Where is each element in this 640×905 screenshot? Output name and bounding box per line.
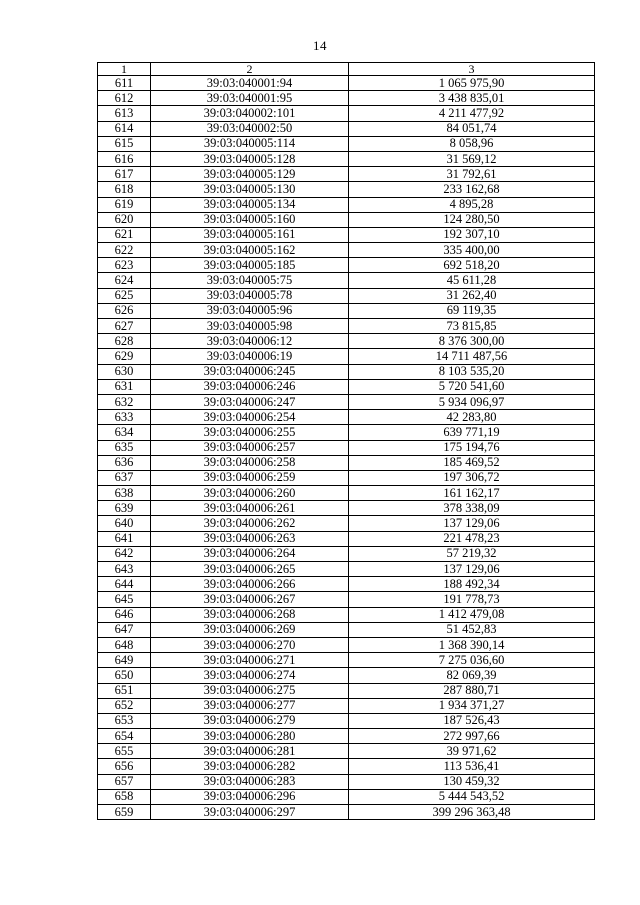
table-row <box>98 501 595 516</box>
cadastral-number-cell: 39:03:040005:134 <box>151 197 349 212</box>
value-cell: 39 971,62 <box>349 744 595 759</box>
table-row <box>98 789 595 804</box>
table-row <box>98 759 595 774</box>
value-cell: 1 934 371,27 <box>349 698 595 713</box>
table-row <box>98 243 595 258</box>
value-cell: 113 536,41 <box>349 759 595 774</box>
cadastral-number-cell: 39:03:040006:19 <box>151 349 349 364</box>
cadastral-number-cell: 39:03:040006:260 <box>151 486 349 501</box>
row-number-cell: 643 <box>98 562 151 577</box>
row-number-cell: 621 <box>98 227 151 242</box>
cadastral-number-cell: 39:03:040006:280 <box>151 729 349 744</box>
table-row <box>98 486 595 501</box>
table-body <box>98 76 595 820</box>
value-cell: 188 492,34 <box>349 577 595 592</box>
table-row <box>98 440 595 455</box>
value-cell: 5 720 541,60 <box>349 379 595 394</box>
cadastral-number-cell: 39:03:040006:254 <box>151 410 349 425</box>
row-number-cell: 651 <box>98 683 151 698</box>
table-row <box>98 470 595 485</box>
cadastral-number-cell: 39:03:040006:264 <box>151 546 349 561</box>
table-row <box>98 394 595 409</box>
value-cell: 57 219,32 <box>349 546 595 561</box>
value-cell: 221 478,23 <box>349 531 595 546</box>
cadastral-number-cell: 39:03:040006:275 <box>151 683 349 698</box>
table-row <box>98 197 595 212</box>
table-row <box>98 577 595 592</box>
row-number-cell: 645 <box>98 592 151 607</box>
row-number-cell: 612 <box>98 91 151 106</box>
row-number-cell: 648 <box>98 637 151 652</box>
table-row <box>98 91 595 106</box>
table-row <box>98 227 595 242</box>
table-row <box>98 151 595 166</box>
table-row <box>98 106 595 121</box>
value-cell: 185 469,52 <box>349 455 595 470</box>
value-cell: 8 103 535,20 <box>349 364 595 379</box>
value-cell: 5 934 096,97 <box>349 394 595 409</box>
table-row <box>98 136 595 151</box>
value-cell: 137 129,06 <box>349 562 595 577</box>
value-cell: 197 306,72 <box>349 470 595 485</box>
value-cell: 187 526,43 <box>349 713 595 728</box>
row-number-cell: 647 <box>98 622 151 637</box>
cadastral-number-cell: 39:03:040006:269 <box>151 622 349 637</box>
row-number-cell: 634 <box>98 425 151 440</box>
table-row <box>98 698 595 713</box>
value-cell: 69 119,35 <box>349 303 595 318</box>
table-row <box>98 805 595 820</box>
value-cell: 82 069,39 <box>349 668 595 683</box>
row-number-cell: 613 <box>98 106 151 121</box>
cadastral-number-cell: 39:03:040006:247 <box>151 394 349 409</box>
value-cell: 31 262,40 <box>349 288 595 303</box>
cadastral-number-cell: 39:03:040006:258 <box>151 455 349 470</box>
row-number-cell: 639 <box>98 501 151 516</box>
table-row <box>98 319 595 334</box>
cadastral-number-cell: 39:03:040005:96 <box>151 303 349 318</box>
cadastral-number-cell: 39:03:040006:270 <box>151 637 349 652</box>
cadastral-number-cell: 39:03:040006:296 <box>151 789 349 804</box>
value-cell: 3 438 835,01 <box>349 91 595 106</box>
row-number-cell: 614 <box>98 121 151 136</box>
cadastral-number-cell: 39:03:040006:257 <box>151 440 349 455</box>
row-number-cell: 617 <box>98 167 151 182</box>
table-row <box>98 425 595 440</box>
table-row <box>98 562 595 577</box>
cadastral-value-table <box>97 62 595 820</box>
cadastral-number-cell: 39:03:040005:161 <box>151 227 349 242</box>
cadastral-number-cell: 39:03:040002:50 <box>151 121 349 136</box>
row-number-cell: 622 <box>98 243 151 258</box>
row-number-cell: 640 <box>98 516 151 531</box>
cadastral-number-cell: 39:03:040006:267 <box>151 592 349 607</box>
value-cell: 1 412 479,08 <box>349 607 595 622</box>
row-number-cell: 649 <box>98 653 151 668</box>
row-number-cell: 611 <box>98 76 151 91</box>
cadastral-number-cell: 39:03:040006:268 <box>151 607 349 622</box>
table-row <box>98 455 595 470</box>
value-cell: 233 162,68 <box>349 182 595 197</box>
value-cell: 8 376 300,00 <box>349 334 595 349</box>
value-cell: 1 065 975,90 <box>349 76 595 91</box>
table-row <box>98 167 595 182</box>
table-row <box>98 683 595 698</box>
table-row <box>98 531 595 546</box>
row-number-cell: 650 <box>98 668 151 683</box>
row-number-cell: 656 <box>98 759 151 774</box>
cadastral-number-cell: 39:03:040005:78 <box>151 288 349 303</box>
value-cell: 4 895,28 <box>349 197 595 212</box>
row-number-cell: 624 <box>98 273 151 288</box>
cadastral-number-cell: 39:03:040006:245 <box>151 364 349 379</box>
value-cell: 31 569,12 <box>349 151 595 166</box>
row-number-cell: 658 <box>98 789 151 804</box>
row-number-cell: 627 <box>98 319 151 334</box>
cadastral-number-cell: 39:03:040005:98 <box>151 319 349 334</box>
cadastral-number-cell: 39:03:040005:160 <box>151 212 349 227</box>
table-row <box>98 592 595 607</box>
row-number-cell: 654 <box>98 729 151 744</box>
table-row <box>98 744 595 759</box>
cadastral-number-cell: 39:03:040006:279 <box>151 713 349 728</box>
value-cell: 4 211 477,92 <box>349 106 595 121</box>
table-row <box>98 334 595 349</box>
value-cell: 137 129,06 <box>349 516 595 531</box>
cadastral-number-cell: 39:03:040006:246 <box>151 379 349 394</box>
value-cell: 378 338,09 <box>349 501 595 516</box>
table-row <box>98 258 595 273</box>
column-header-cadastral-number: 2 <box>151 63 349 76</box>
row-number-cell: 642 <box>98 546 151 561</box>
page-number: 14 <box>313 38 327 53</box>
cadastral-number-cell: 39:03:040005:130 <box>151 182 349 197</box>
cadastral-number-cell: 39:03:040006:281 <box>151 744 349 759</box>
cadastral-number-cell: 39:03:040006:265 <box>151 562 349 577</box>
row-number-cell: 641 <box>98 531 151 546</box>
row-number-cell: 655 <box>98 744 151 759</box>
value-cell: 7 275 036,60 <box>349 653 595 668</box>
column-header-value: 3 <box>349 63 595 76</box>
row-number-cell: 638 <box>98 486 151 501</box>
table-row <box>98 729 595 744</box>
row-number-cell: 657 <box>98 774 151 789</box>
cadastral-number-cell: 39:03:040006:274 <box>151 668 349 683</box>
table-row <box>98 668 595 683</box>
row-number-cell: 618 <box>98 182 151 197</box>
value-cell: 51 452,83 <box>349 622 595 637</box>
cadastral-number-cell: 39:03:040006:255 <box>151 425 349 440</box>
table-row <box>98 76 595 91</box>
table-row <box>98 182 595 197</box>
row-number-cell: 659 <box>98 805 151 820</box>
cadastral-number-cell: 39:03:040006:277 <box>151 698 349 713</box>
value-cell: 45 611,28 <box>349 273 595 288</box>
table-row <box>98 637 595 652</box>
row-number-cell: 623 <box>98 258 151 273</box>
row-number-cell: 636 <box>98 455 151 470</box>
table-row <box>98 379 595 394</box>
cadastral-number-cell: 39:03:040005:129 <box>151 167 349 182</box>
row-number-cell: 630 <box>98 364 151 379</box>
value-cell: 73 815,85 <box>349 319 595 334</box>
row-number-cell: 626 <box>98 303 151 318</box>
row-number-cell: 635 <box>98 440 151 455</box>
value-cell: 161 162,17 <box>349 486 595 501</box>
cadastral-number-cell: 39:03:040006:283 <box>151 774 349 789</box>
table-row <box>98 622 595 637</box>
value-cell: 84 051,74 <box>349 121 595 136</box>
value-cell: 124 280,50 <box>349 212 595 227</box>
table-row <box>98 303 595 318</box>
cadastral-number-cell: 39:03:040006:266 <box>151 577 349 592</box>
cadastral-number-cell: 39:03:040006:262 <box>151 516 349 531</box>
value-cell: 191 778,73 <box>349 592 595 607</box>
cadastral-number-cell: 39:03:040006:259 <box>151 470 349 485</box>
value-cell: 287 880,71 <box>349 683 595 698</box>
cadastral-number-cell: 39:03:040002:101 <box>151 106 349 121</box>
table-row <box>98 364 595 379</box>
value-cell: 42 283,80 <box>349 410 595 425</box>
value-cell: 192 307,10 <box>349 227 595 242</box>
value-cell: 272 997,66 <box>349 729 595 744</box>
table-row <box>98 288 595 303</box>
table-header-row <box>98 63 595 76</box>
value-cell: 639 771,19 <box>349 425 595 440</box>
row-number-cell: 637 <box>98 470 151 485</box>
row-number-cell: 619 <box>98 197 151 212</box>
row-number-cell: 644 <box>98 577 151 592</box>
table-row <box>98 410 595 425</box>
value-cell: 175 194,76 <box>349 440 595 455</box>
value-cell: 14 711 487,56 <box>349 349 595 364</box>
row-number-cell: 625 <box>98 288 151 303</box>
cadastral-number-cell: 39:03:040006:271 <box>151 653 349 668</box>
table-row <box>98 607 595 622</box>
row-number-cell: 620 <box>98 212 151 227</box>
row-number-cell: 632 <box>98 394 151 409</box>
value-cell: 399 296 363,48 <box>349 805 595 820</box>
value-cell: 335 400,00 <box>349 243 595 258</box>
row-number-cell: 646 <box>98 607 151 622</box>
cadastral-number-cell: 39:03:040006:263 <box>151 531 349 546</box>
row-number-cell: 616 <box>98 151 151 166</box>
row-number-cell: 629 <box>98 349 151 364</box>
table-row <box>98 273 595 288</box>
table-row <box>98 212 595 227</box>
cadastral-number-cell: 39:03:040001:95 <box>151 91 349 106</box>
cadastral-number-cell: 39:03:040005:185 <box>151 258 349 273</box>
cadastral-number-cell: 39:03:040006:297 <box>151 805 349 820</box>
cadastral-number-cell: 39:03:040006:12 <box>151 334 349 349</box>
table-row <box>98 121 595 136</box>
cadastral-number-cell: 39:03:040001:94 <box>151 76 349 91</box>
cadastral-number-cell: 39:03:040005:162 <box>151 243 349 258</box>
row-number-cell: 615 <box>98 136 151 151</box>
value-cell: 130 459,32 <box>349 774 595 789</box>
table-row <box>98 653 595 668</box>
cadastral-number-cell: 39:03:040005:75 <box>151 273 349 288</box>
value-cell: 1 368 390,14 <box>349 637 595 652</box>
cadastral-number-cell: 39:03:040006:282 <box>151 759 349 774</box>
table-row <box>98 516 595 531</box>
row-number-cell: 652 <box>98 698 151 713</box>
cadastral-number-cell: 39:03:040005:114 <box>151 136 349 151</box>
table-row <box>98 349 595 364</box>
row-number-cell: 633 <box>98 410 151 425</box>
row-number-cell: 653 <box>98 713 151 728</box>
row-number-cell: 631 <box>98 379 151 394</box>
column-header-number: 1 <box>98 63 151 76</box>
cadastral-number-cell: 39:03:040006:261 <box>151 501 349 516</box>
row-number-cell: 628 <box>98 334 151 349</box>
table-row <box>98 713 595 728</box>
value-cell: 5 444 543,52 <box>349 789 595 804</box>
value-cell: 692 518,20 <box>349 258 595 273</box>
value-cell: 8 058,96 <box>349 136 595 151</box>
table-row <box>98 774 595 789</box>
value-cell: 31 792,61 <box>349 167 595 182</box>
table-row <box>98 546 595 561</box>
cadastral-number-cell: 39:03:040005:128 <box>151 151 349 166</box>
